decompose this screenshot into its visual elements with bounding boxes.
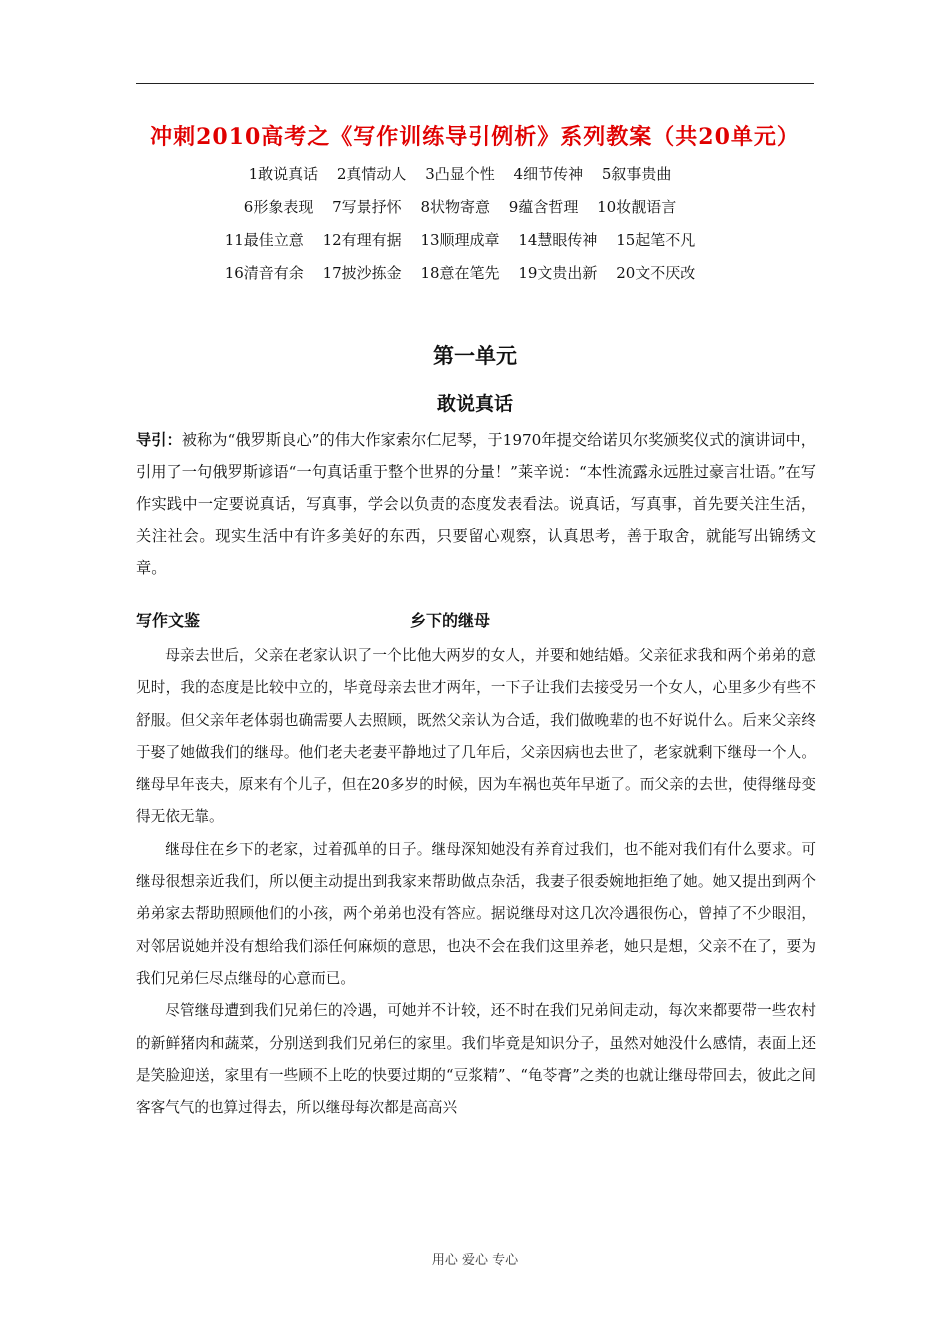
page-footer: 用心 爱心 专心 <box>431 1253 519 1268</box>
series-title: 冲刺2010高考之《写作训练导引例析》系列教案（共20单元） <box>150 124 800 150</box>
toc-item: 12有理有据 <box>322 231 402 249</box>
essay-paragraph: 继母住在乡下的老家，过着孤单的日子。继母深知她没有养育过我们，也不能对我们有什么要求。可继母很想亲近我们，所以便主动提出到我家来帮助做点杂活，我妻子很委婉地拒绝了她。她又提出到两个弟弟家去帮助照顾他们的小孩，两个弟弟也没有答应。据说继母对这几次冷遇很伤心，曾掉了不少眼泪，对邻居说她并没有想给我们添任何麻烦的意思，也决不会在我们这里养老，她只是想，父亲不在了，要为我们兄弟仨尽点继母的心意而已。 <box>136 840 816 987</box>
toc-row <box>150 193 770 226</box>
toc-item: 20文不厌改 <box>616 264 696 282</box>
toc-item: 7写景抒怀 <box>332 198 402 216</box>
toc-row <box>150 160 770 193</box>
essay-paragraph: 尽管继母遭到我们兄弟仨的冷遇，可她并不计较，还不时在我们兄弟间走动，每次来都要带一些农村的新鲜猪肉和蔬菜，分别送到我们兄弟仨的家里。我们毕竟是知识分子，虽然对她没什么感情，表面上还是笑脸迎送，家里有一些顾不上吃的快要过期的“豆浆精”、“龟苓膏”之类的也就让继母带回去，彼此之间客客气气的也算过得去，所以继母每次都是高高兴 <box>136 1002 816 1117</box>
essay-paragraph: 母亲去世后，父亲在老家认识了一个比他大两岁的女人，并要和她结婚。父亲征求我和两个弟弟的意见时，我的态度是比较中立的，毕竟母亲去世才两年，一下子让我们去接受另一个女人，心里多少有些不舒服。但父亲年老体弱也确需要人去照顾，既然父亲认为合适，我们做晚辈的也不好说什么。后来父亲终于娶了她做我们的继母。他们老夫老妻平静地过了几年后，父亲因病也去世了，老家就剩下继母一个人。继母早年丧夫，原来有个儿子，但在20多岁的时候，因为车祸也英年早逝了。而父亲的去世，使得继母变得无依无靠。 <box>136 647 816 826</box>
toc-item: 1敢说真话 <box>248 165 319 183</box>
toc-item: 13顺理成章 <box>420 231 500 249</box>
essay-title: 乡下的继母 <box>410 611 491 630</box>
unit-subtitle: 敢说真话 <box>436 393 513 415</box>
essay-body <box>136 640 816 1124</box>
toc-item: 19文贵出新 <box>518 264 598 282</box>
toc-item: 15起笔不凡 <box>616 231 696 249</box>
section-label: 写作文鉴 <box>136 611 201 630</box>
toc-item: 9蕴含哲理 <box>508 198 579 216</box>
unit-title: 第一单元 <box>433 344 517 368</box>
toc-row <box>150 259 770 292</box>
toc-item: 5叙事贵曲 <box>601 165 672 183</box>
toc-item: 3凸显个性 <box>425 165 495 183</box>
toc-item: 14慧眼传神 <box>518 231 598 249</box>
toc-item: 8状物寄意 <box>420 198 490 216</box>
table-of-contents <box>150 160 770 292</box>
intro-paragraph <box>136 424 816 584</box>
toc-item: 6形象表现 <box>243 198 314 216</box>
header-rule <box>136 83 814 84</box>
toc-item: 17披沙拣金 <box>322 264 402 282</box>
intro-label: 导引： <box>136 431 182 449</box>
intro-text: 被称为“俄罗斯良心”的伟大作家索尔仁尼琴，于1970年提交给诺贝尔奖颁奖仪式的演讲词中，引用了一句俄罗斯谚语“一句真话重于整个世界的分量！”莱辛说：“本性流露永远胜过豪言壮语。”在写作实践中一定要说真话，写真事，学会以负责的态度发表看法。说真话，写真事，首先要关注生活，关注社会。现实生活中有许多美好的东西，只要留心观察，认真思考，善于取舍，就能写出锦绣文章。 <box>136 431 816 577</box>
section-header <box>136 608 816 636</box>
toc-item: 10妆靓语言 <box>597 198 677 216</box>
toc-item: 16清音有余 <box>224 264 304 282</box>
toc-row <box>150 226 770 259</box>
toc-item: 11最佳立意 <box>224 231 304 249</box>
toc-item: 18意在笔先 <box>420 264 500 282</box>
toc-item: 4细节传神 <box>513 165 584 183</box>
toc-item: 2真情动人 <box>336 165 407 183</box>
